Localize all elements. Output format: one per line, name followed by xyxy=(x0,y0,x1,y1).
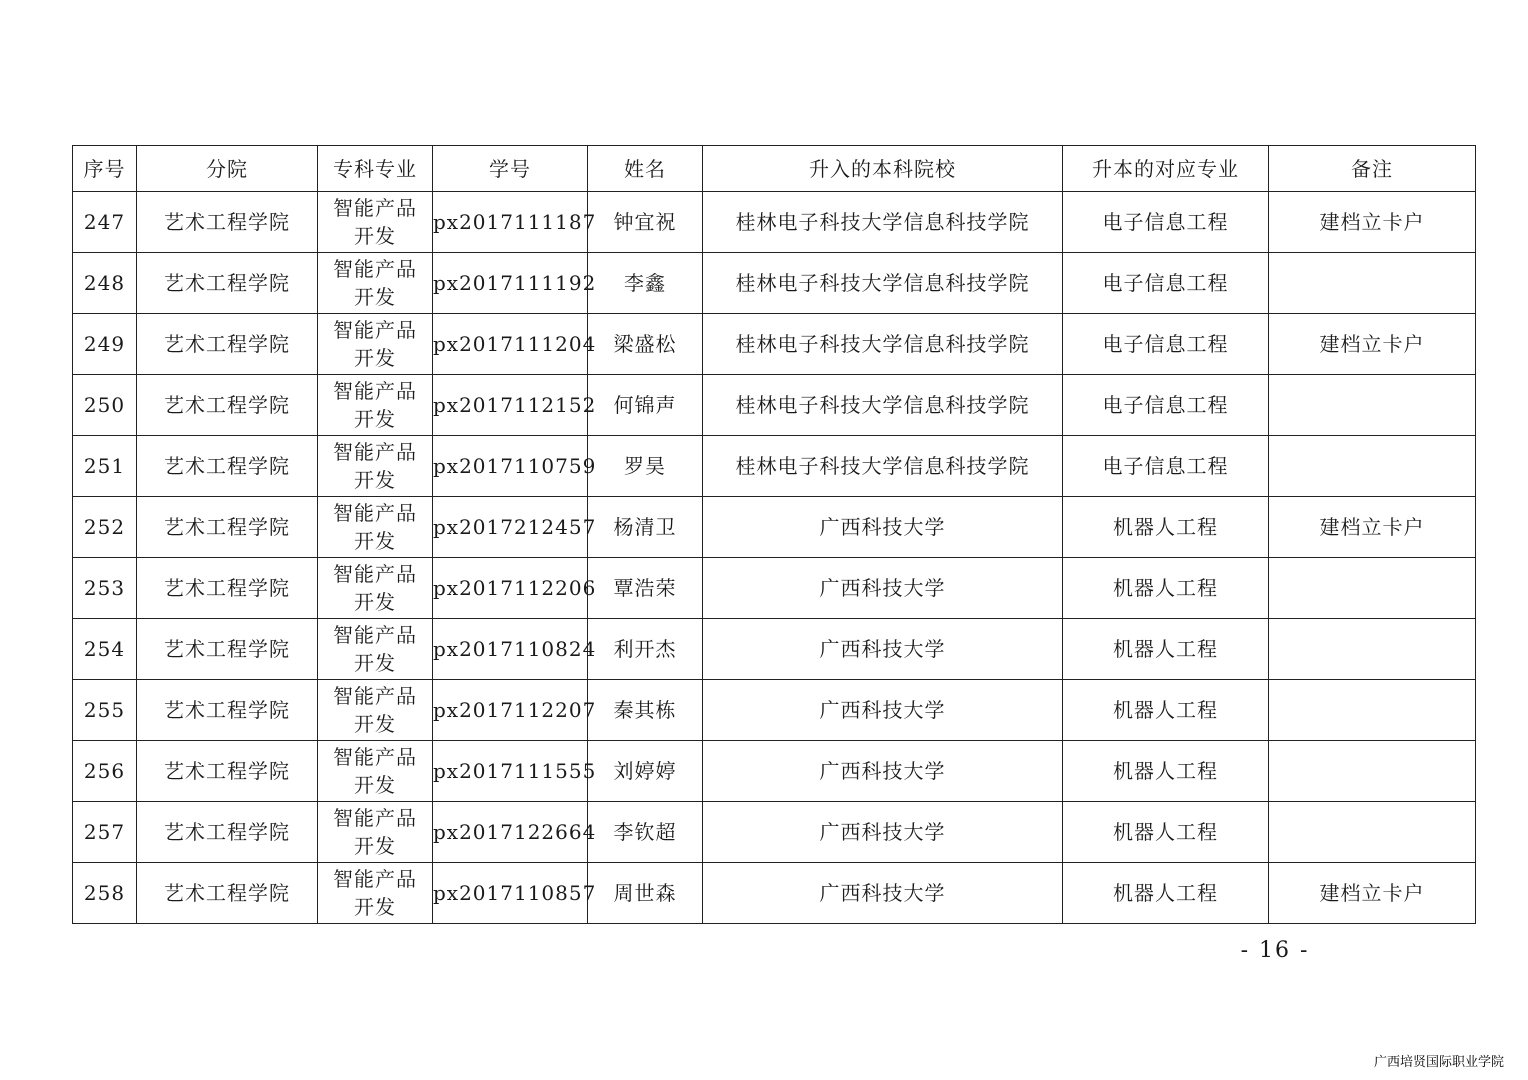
student-id-cell: px2017112207 xyxy=(433,680,588,741)
university-cell: 广西科技大学 xyxy=(703,802,1063,863)
header-cell: 分院 xyxy=(137,146,318,192)
major-cell xyxy=(318,436,433,497)
college-cell: 艺术工程学院 xyxy=(137,192,318,253)
major-cell xyxy=(318,497,433,558)
target-major-cell: 机器人工程 xyxy=(1063,863,1269,924)
header-cell: 升入的本科院校 xyxy=(703,146,1063,192)
table-row xyxy=(73,741,1476,802)
table-header-row xyxy=(73,146,1476,192)
college-cell: 艺术工程学院 xyxy=(137,558,318,619)
university-cell: 广西科技大学 xyxy=(703,619,1063,680)
header-cell: 序号 xyxy=(73,146,137,192)
student-id-cell: px2017111187 xyxy=(433,192,588,253)
major-line: 开发 xyxy=(354,346,396,370)
major-line: 开发 xyxy=(354,468,396,492)
row-number-cell: 250 xyxy=(73,375,137,436)
major-line: 智能产品 xyxy=(333,440,417,464)
target-major-cell: 机器人工程 xyxy=(1063,619,1269,680)
college-cell: 艺术工程学院 xyxy=(137,497,318,558)
target-major-cell: 电子信息工程 xyxy=(1063,314,1269,375)
major-line: 开发 xyxy=(354,407,396,431)
table-row xyxy=(73,619,1476,680)
college-cell: 艺术工程学院 xyxy=(137,802,318,863)
major-line: 开发 xyxy=(354,834,396,858)
row-number-cell: 258 xyxy=(73,863,137,924)
major-line: 开发 xyxy=(354,712,396,736)
student-id-cell: px2017110857 xyxy=(433,863,588,924)
university-cell: 广西科技大学 xyxy=(703,558,1063,619)
major-line: 智能产品 xyxy=(333,196,417,220)
student-name-cell: 利开杰 xyxy=(588,619,703,680)
target-major-cell: 机器人工程 xyxy=(1063,497,1269,558)
table-row xyxy=(73,192,1476,253)
target-major-cell: 电子信息工程 xyxy=(1063,375,1269,436)
student-name-cell: 李鑫 xyxy=(588,253,703,314)
target-major-cell: 电子信息工程 xyxy=(1063,436,1269,497)
table-row xyxy=(73,802,1476,863)
major-line: 开发 xyxy=(354,285,396,309)
row-number-cell: 254 xyxy=(73,619,137,680)
major-line: 开发 xyxy=(354,651,396,675)
row-number-cell: 256 xyxy=(73,741,137,802)
row-number-cell: 249 xyxy=(73,314,137,375)
student-name-cell: 周世森 xyxy=(588,863,703,924)
student-name-cell: 梁盛松 xyxy=(588,314,703,375)
header-cell: 专科专业 xyxy=(318,146,433,192)
table-row xyxy=(73,375,1476,436)
target-major-cell: 机器人工程 xyxy=(1063,558,1269,619)
student-name-cell: 秦其栋 xyxy=(588,680,703,741)
major-line: 智能产品 xyxy=(333,257,417,281)
remark-cell xyxy=(1269,680,1476,741)
table-body xyxy=(73,192,1476,924)
row-number-cell: 248 xyxy=(73,253,137,314)
target-major-cell: 电子信息工程 xyxy=(1063,192,1269,253)
target-major-cell: 机器人工程 xyxy=(1063,802,1269,863)
university-cell: 广西科技大学 xyxy=(703,741,1063,802)
student-id-cell: px2017110824 xyxy=(433,619,588,680)
table-row xyxy=(73,680,1476,741)
major-line: 智能产品 xyxy=(333,867,417,891)
major-cell xyxy=(318,741,433,802)
major-cell xyxy=(318,680,433,741)
remark-cell xyxy=(1269,253,1476,314)
target-major-cell: 电子信息工程 xyxy=(1063,253,1269,314)
major-cell xyxy=(318,375,433,436)
student-id-cell: px2017112206 xyxy=(433,558,588,619)
remark-cell: 建档立卡户 xyxy=(1269,863,1476,924)
remark-cell xyxy=(1269,558,1476,619)
row-number-cell: 252 xyxy=(73,497,137,558)
student-id-cell: px2017122664 xyxy=(433,802,588,863)
major-line: 智能产品 xyxy=(333,562,417,586)
major-line: 智能产品 xyxy=(333,745,417,769)
student-id-cell: px2017111555 xyxy=(433,741,588,802)
major-line: 开发 xyxy=(354,773,396,797)
student-name-cell: 刘婷婷 xyxy=(588,741,703,802)
remark-cell xyxy=(1269,802,1476,863)
university-cell: 桂林电子科技大学信息科技学院 xyxy=(703,436,1063,497)
major-line: 智能产品 xyxy=(333,806,417,830)
major-line: 智能产品 xyxy=(333,379,417,403)
university-cell: 广西科技大学 xyxy=(703,497,1063,558)
remark-cell: 建档立卡户 xyxy=(1269,314,1476,375)
remark-cell xyxy=(1269,619,1476,680)
major-cell xyxy=(318,619,433,680)
major-line: 智能产品 xyxy=(333,623,417,647)
college-cell: 艺术工程学院 xyxy=(137,375,318,436)
major-line: 开发 xyxy=(354,224,396,248)
row-number-cell: 255 xyxy=(73,680,137,741)
table-row xyxy=(73,558,1476,619)
major-cell xyxy=(318,558,433,619)
table-row xyxy=(73,436,1476,497)
college-cell: 艺术工程学院 xyxy=(137,863,318,924)
college-cell: 艺术工程学院 xyxy=(137,741,318,802)
major-line: 开发 xyxy=(354,590,396,614)
major-cell xyxy=(318,253,433,314)
college-cell: 艺术工程学院 xyxy=(137,680,318,741)
major-cell xyxy=(318,314,433,375)
major-line: 智能产品 xyxy=(333,501,417,525)
remark-cell xyxy=(1269,436,1476,497)
student-name-cell: 李钦超 xyxy=(588,802,703,863)
remark-cell: 建档立卡户 xyxy=(1269,192,1476,253)
table-row xyxy=(73,497,1476,558)
remark-cell xyxy=(1269,375,1476,436)
header-cell: 升本的对应专业 xyxy=(1063,146,1269,192)
institution-watermark: 广西培贤国际职业学院 xyxy=(1373,1055,1504,1070)
university-cell: 广西科技大学 xyxy=(703,680,1063,741)
row-number-cell: 251 xyxy=(73,436,137,497)
student-id-cell: px2017111192 xyxy=(433,253,588,314)
college-cell: 艺术工程学院 xyxy=(137,436,318,497)
college-cell: 艺术工程学院 xyxy=(137,314,318,375)
student-id-cell: px2017212457 xyxy=(433,497,588,558)
row-number-cell: 257 xyxy=(73,802,137,863)
row-number-cell: 253 xyxy=(73,558,137,619)
major-line: 智能产品 xyxy=(333,684,417,708)
major-cell xyxy=(318,192,433,253)
table-row xyxy=(73,314,1476,375)
target-major-cell: 机器人工程 xyxy=(1063,741,1269,802)
remark-cell: 建档立卡户 xyxy=(1269,497,1476,558)
student-id-cell: px2017111204 xyxy=(433,314,588,375)
header-cell: 备注 xyxy=(1269,146,1476,192)
university-cell: 桂林电子科技大学信息科技学院 xyxy=(703,253,1063,314)
header-cell: 学号 xyxy=(433,146,588,192)
major-line: 智能产品 xyxy=(333,318,417,342)
university-cell: 桂林电子科技大学信息科技学院 xyxy=(703,375,1063,436)
university-cell: 桂林电子科技大学信息科技学院 xyxy=(703,192,1063,253)
student-roster-table xyxy=(72,145,1476,924)
student-name-cell: 罗昊 xyxy=(588,436,703,497)
page-number: - 16 - xyxy=(1240,938,1310,963)
student-id-cell: px2017112152 xyxy=(433,375,588,436)
student-id-cell: px2017110759 xyxy=(433,436,588,497)
college-cell: 艺术工程学院 xyxy=(137,253,318,314)
table-row xyxy=(73,253,1476,314)
table-row xyxy=(73,863,1476,924)
major-line: 开发 xyxy=(354,529,396,553)
student-name-cell: 何锦声 xyxy=(588,375,703,436)
university-cell: 桂林电子科技大学信息科技学院 xyxy=(703,314,1063,375)
header-cell: 姓名 xyxy=(588,146,703,192)
university-cell: 广西科技大学 xyxy=(703,863,1063,924)
target-major-cell: 机器人工程 xyxy=(1063,680,1269,741)
student-name-cell: 覃浩荣 xyxy=(588,558,703,619)
student-name-cell: 杨清卫 xyxy=(588,497,703,558)
row-number-cell: 247 xyxy=(73,192,137,253)
student-name-cell: 钟宜祝 xyxy=(588,192,703,253)
major-cell xyxy=(318,863,433,924)
major-cell xyxy=(318,802,433,863)
major-line: 开发 xyxy=(354,895,396,919)
remark-cell xyxy=(1269,741,1476,802)
college-cell: 艺术工程学院 xyxy=(137,619,318,680)
